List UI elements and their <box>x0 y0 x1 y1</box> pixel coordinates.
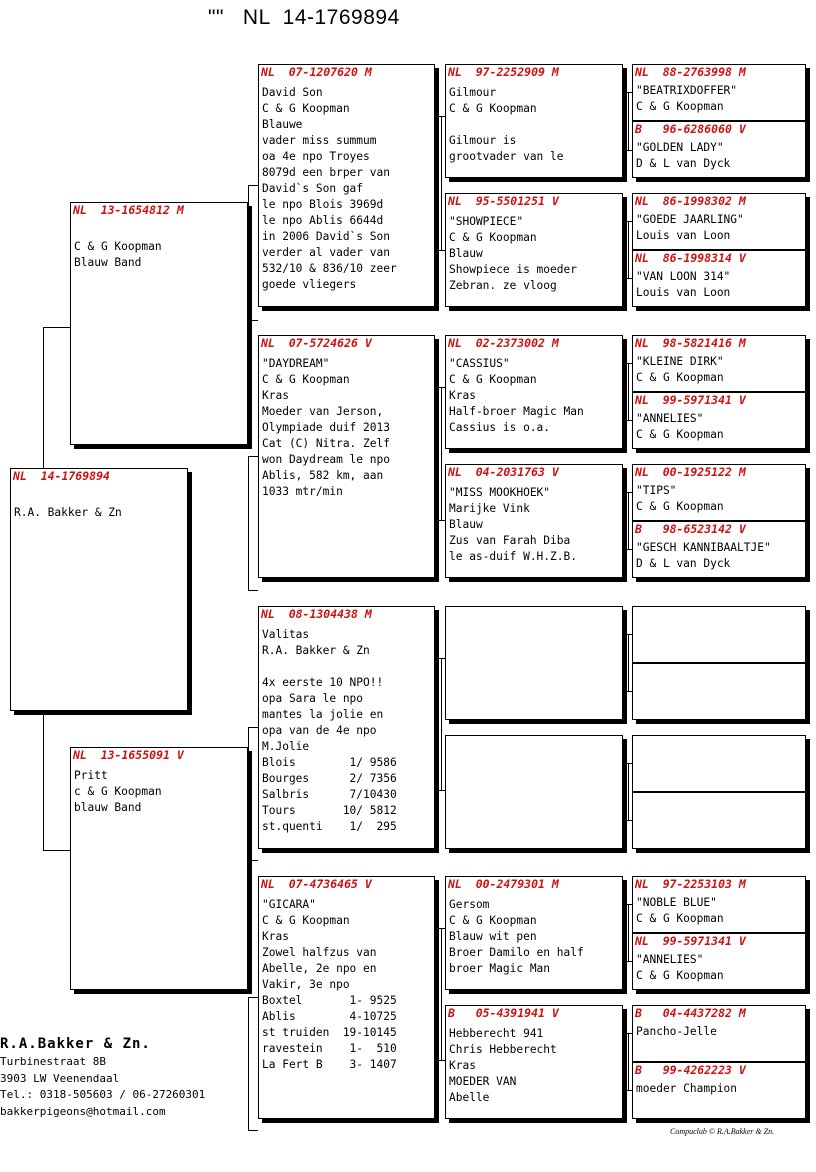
card-details: "ANNELIES" C & G Koopman <box>636 953 724 982</box>
connector-line <box>43 850 71 851</box>
connector-line <box>435 658 445 659</box>
ring-number: NL 08-1304438 M <box>261 607 372 621</box>
connector-line <box>623 691 632 692</box>
footer-credit: Compuclub © R.A.Bakker & Zn. <box>670 1127 775 1136</box>
connector-line <box>628 634 629 691</box>
connector-line <box>628 904 629 961</box>
ring-number: NL 99-5971341 V <box>635 393 746 407</box>
connector-line <box>435 520 445 521</box>
card-details: Hebberecht 941 Chris Hebberecht Kras MOEDER VAN Abelle <box>449 1027 557 1104</box>
owner-address <box>0 1034 205 1120</box>
ring-number: NL 99-5971341 V <box>635 934 746 948</box>
pedigree-card-gen3-8[interactable] <box>445 1005 623 1119</box>
connector-line <box>248 320 258 321</box>
ring-number: B 04-4437282 M <box>635 1006 746 1020</box>
card-details: "VAN LOON 314" Louis van Loon <box>636 270 731 299</box>
card-details: Pritt c & G Koopman blauw Band <box>74 769 162 814</box>
connector-line <box>441 116 442 250</box>
owner-phone: Tel.: 0318-505603 / 06-27260301 <box>0 1088 206 1101</box>
connector-line <box>248 997 258 998</box>
card-details: Valitas R.A. Bakker & Zn 4x eerste 10 NPO!! opa Sara le npo mantes la jolie en opa van de 4e npo M.Jolie Blois 1/ 9586 Bourges 2/ 7356 Salbris 7/10430 Tours 10/ 5812 st.quenti 1/ 295 <box>262 628 397 833</box>
pedigree-card-gen4-10[interactable] <box>632 663 806 720</box>
pedigree-card-gen4-15[interactable] <box>632 1005 806 1062</box>
pedigree-card-gen4-3[interactable] <box>632 193 806 250</box>
ring-number: NL 07-1207620 M <box>261 65 372 79</box>
ring-number: NL 97-2252909 M <box>448 65 559 79</box>
pedigree-card-dam[interactable] <box>70 747 248 990</box>
ring-number: NL 00-2479301 M <box>448 877 559 891</box>
card-details: Gilmour C & G Koopman Gilmour is grootvader van le <box>449 86 564 163</box>
connector-line <box>248 997 249 1130</box>
ring-number: B 99-4262223 V <box>635 1063 746 1077</box>
pedigree-card-gen3-6[interactable] <box>445 735 623 849</box>
ring-number: NL 04-2031763 V <box>448 465 559 479</box>
connector-line <box>628 1033 629 1090</box>
ring-number: NL 13-1655091 V <box>73 748 184 762</box>
connector-line <box>435 928 445 929</box>
card-details: "DAYDREAM" C & G Koopman Kras Moeder van Jerson, Olympiade duif 2013 Cat (C) Nitra. Zelf won Daydream le npo Ablis, 582 km, aan 1033 mtr/min <box>262 357 390 498</box>
card-details: "SHOWPIECE" C & G Koopman Blauw Showpiece is moeder Zebran. ze vloog <box>449 215 577 292</box>
ring-number: NL 14-1769894 <box>13 469 110 483</box>
ring-number: NL 86-1998302 M <box>635 194 746 208</box>
pedigree-card-dam-dam[interactable] <box>258 876 435 1119</box>
pedigree-card-gen3-1[interactable] <box>445 64 623 178</box>
connector-line <box>441 387 442 520</box>
pedigree-card-gen4-5[interactable] <box>632 335 806 392</box>
ring-number: NL 98-5821416 M <box>635 336 746 350</box>
card-details: "GESCH KANNIBAALTJE" D & L van Dyck <box>636 541 771 570</box>
pedigree-card-gen4-14[interactable] <box>632 933 806 990</box>
pedigree-card-gen4-1[interactable] <box>632 64 806 121</box>
connector-line <box>623 150 632 151</box>
connector-line <box>248 860 258 861</box>
card-details: "CASSIUS" C & G Koopman Kras Half-broer Magic Man Cassius is o.a. <box>449 357 584 434</box>
pedigree-card-sire-dam[interactable] <box>258 335 435 578</box>
connector-line <box>628 221 629 278</box>
connector-line <box>441 658 442 790</box>
connector-line <box>248 185 249 320</box>
connector-line <box>435 1060 445 1061</box>
connector-line <box>623 420 632 421</box>
card-details: Gersom C & G Koopman Blauw wit pen Broer Damilo en half broer Magic Man <box>449 898 584 975</box>
pedigree-card-gen4-8[interactable] <box>632 521 806 578</box>
connector-line <box>248 727 258 728</box>
ring-number: NL 95-5501251 V <box>448 194 559 208</box>
card-details: "NOBLE BLUE" C & G Koopman <box>636 896 724 925</box>
owner-email[interactable]: bakkerpigeons@hotmail.com <box>0 1104 166 1118</box>
connector-line <box>43 327 71 328</box>
pedigree-card-gen4-2[interactable] <box>632 121 806 178</box>
pedigree-card-gen4-12[interactable] <box>632 792 806 849</box>
card-details: "GOEDE JAARLING" Louis van Loon <box>636 213 744 242</box>
card-details: "ANNELIES" C & G Koopman <box>636 412 724 441</box>
connector-line <box>248 456 249 590</box>
ring-number: NL 86-1998314 V <box>635 251 746 265</box>
ring-number: B 05-4391941 V <box>448 1006 559 1020</box>
ring-number: NL 07-4736465 V <box>261 877 372 891</box>
pedigree-card-gen4-7[interactable] <box>632 464 806 521</box>
ring-number: NL 02-2373002 M <box>448 336 559 350</box>
pedigree-card-gen3-4[interactable] <box>445 464 623 578</box>
card-details: "GOLDEN LADY" D & L van Dyck <box>636 141 731 170</box>
ring-number: NL 00-1925122 M <box>635 465 746 479</box>
connector-line <box>248 185 258 186</box>
card-details: R.A. Bakker & Zn <box>14 506 122 519</box>
connector-line <box>628 363 629 420</box>
card-details: C & G Koopman Blauw Band <box>74 240 162 269</box>
card-details: "BEATRIXDOFFER" C & G Koopman <box>636 84 738 113</box>
card-details: "GICARA" C & G Koopman Kras Zowel halfzus van Abelle, 2e npo en Vakir, 3e npo Boxtel 1- 9525 Ablis 4-10725 st truiden 19-10145 ravestein 1- 510 La Fert B 3- 1407 <box>262 898 397 1071</box>
pedigree-card-dam-sire[interactable] <box>258 606 435 849</box>
ring-number: B 98-6523142 V <box>635 522 746 536</box>
card-details: David Son C & G Koopman Blauwe vader miss summum oa 4e npo Troyes 8079d een brper van David`s Son gaf le npo Blois 3969d le npo Ablis 6644d in 2006 David`s Son verder al vader van 532/10 & 836/10 zeer goede vliegers <box>262 86 397 291</box>
card-details: "MISS MOOKHOEK" Marijke Vink Blauw Zus van Farah Diba le as-duif W.H.Z.B. <box>449 486 577 563</box>
connector-line <box>623 549 632 550</box>
connector-line <box>248 727 249 860</box>
connector-line <box>435 250 445 251</box>
connector-line <box>435 790 445 791</box>
pedigree-card-gen4-11[interactable] <box>632 735 806 792</box>
connector-line <box>435 116 445 117</box>
owner-city: 3903 LW Veenendaal <box>0 1071 120 1085</box>
pedigree-title: "" NL 14-1769894 <box>208 6 400 29</box>
card-details: "KLEINE DIRK" C & G Koopman <box>636 355 724 384</box>
connector-line <box>248 590 258 591</box>
card-details: "TIPS" C & G Koopman <box>636 484 724 513</box>
pedigree-card-gen4-4[interactable] <box>632 250 806 307</box>
ring-number: NL 13-1654812 M <box>73 203 184 217</box>
pedigree-card-gen4-6[interactable] <box>632 392 806 449</box>
connector-line <box>628 763 629 820</box>
ring-number: NL 97-2253103 M <box>635 877 746 891</box>
ring-number: NL 88-2763998 M <box>635 65 746 79</box>
connector-line <box>623 1090 632 1091</box>
ring-number: B 96-6286060 V <box>635 122 746 136</box>
owner-street: Turbinestraat 8B <box>0 1055 106 1068</box>
connector-line <box>435 387 445 388</box>
connector-line <box>623 961 632 962</box>
pedigree-card-gen3-2[interactable] <box>445 193 623 307</box>
connector-line <box>43 710 44 850</box>
card-details: moeder Champion <box>636 1082 738 1095</box>
pedigree-card-sire[interactable] <box>70 202 248 445</box>
connector-line <box>43 327 44 470</box>
connector-line <box>628 92 629 150</box>
pedigree-card-sire-sire[interactable] <box>258 64 435 307</box>
connector-line <box>248 456 258 457</box>
connector-line <box>248 1130 258 1131</box>
pedigree-card-subject[interactable] <box>10 468 188 711</box>
connector-line <box>441 928 442 1060</box>
connector-line <box>628 492 629 549</box>
pedigree-card-gen3-5[interactable] <box>445 606 623 720</box>
pedigree-card-gen4-13[interactable] <box>632 876 806 933</box>
card-details: Pancho-Jelle <box>636 1025 717 1038</box>
pedigree-card-gen3-7[interactable] <box>445 876 623 990</box>
connector-line <box>623 820 632 821</box>
owner-name: R.A.Bakker & Zn. <box>0 1036 151 1052</box>
pedigree-card-gen3-3[interactable] <box>445 335 623 449</box>
connector-line <box>623 278 632 279</box>
ring-number: NL 07-5724626 V <box>261 336 372 350</box>
pedigree-card-gen4-16[interactable] <box>632 1062 806 1119</box>
pedigree-card-gen4-9[interactable] <box>632 606 806 663</box>
